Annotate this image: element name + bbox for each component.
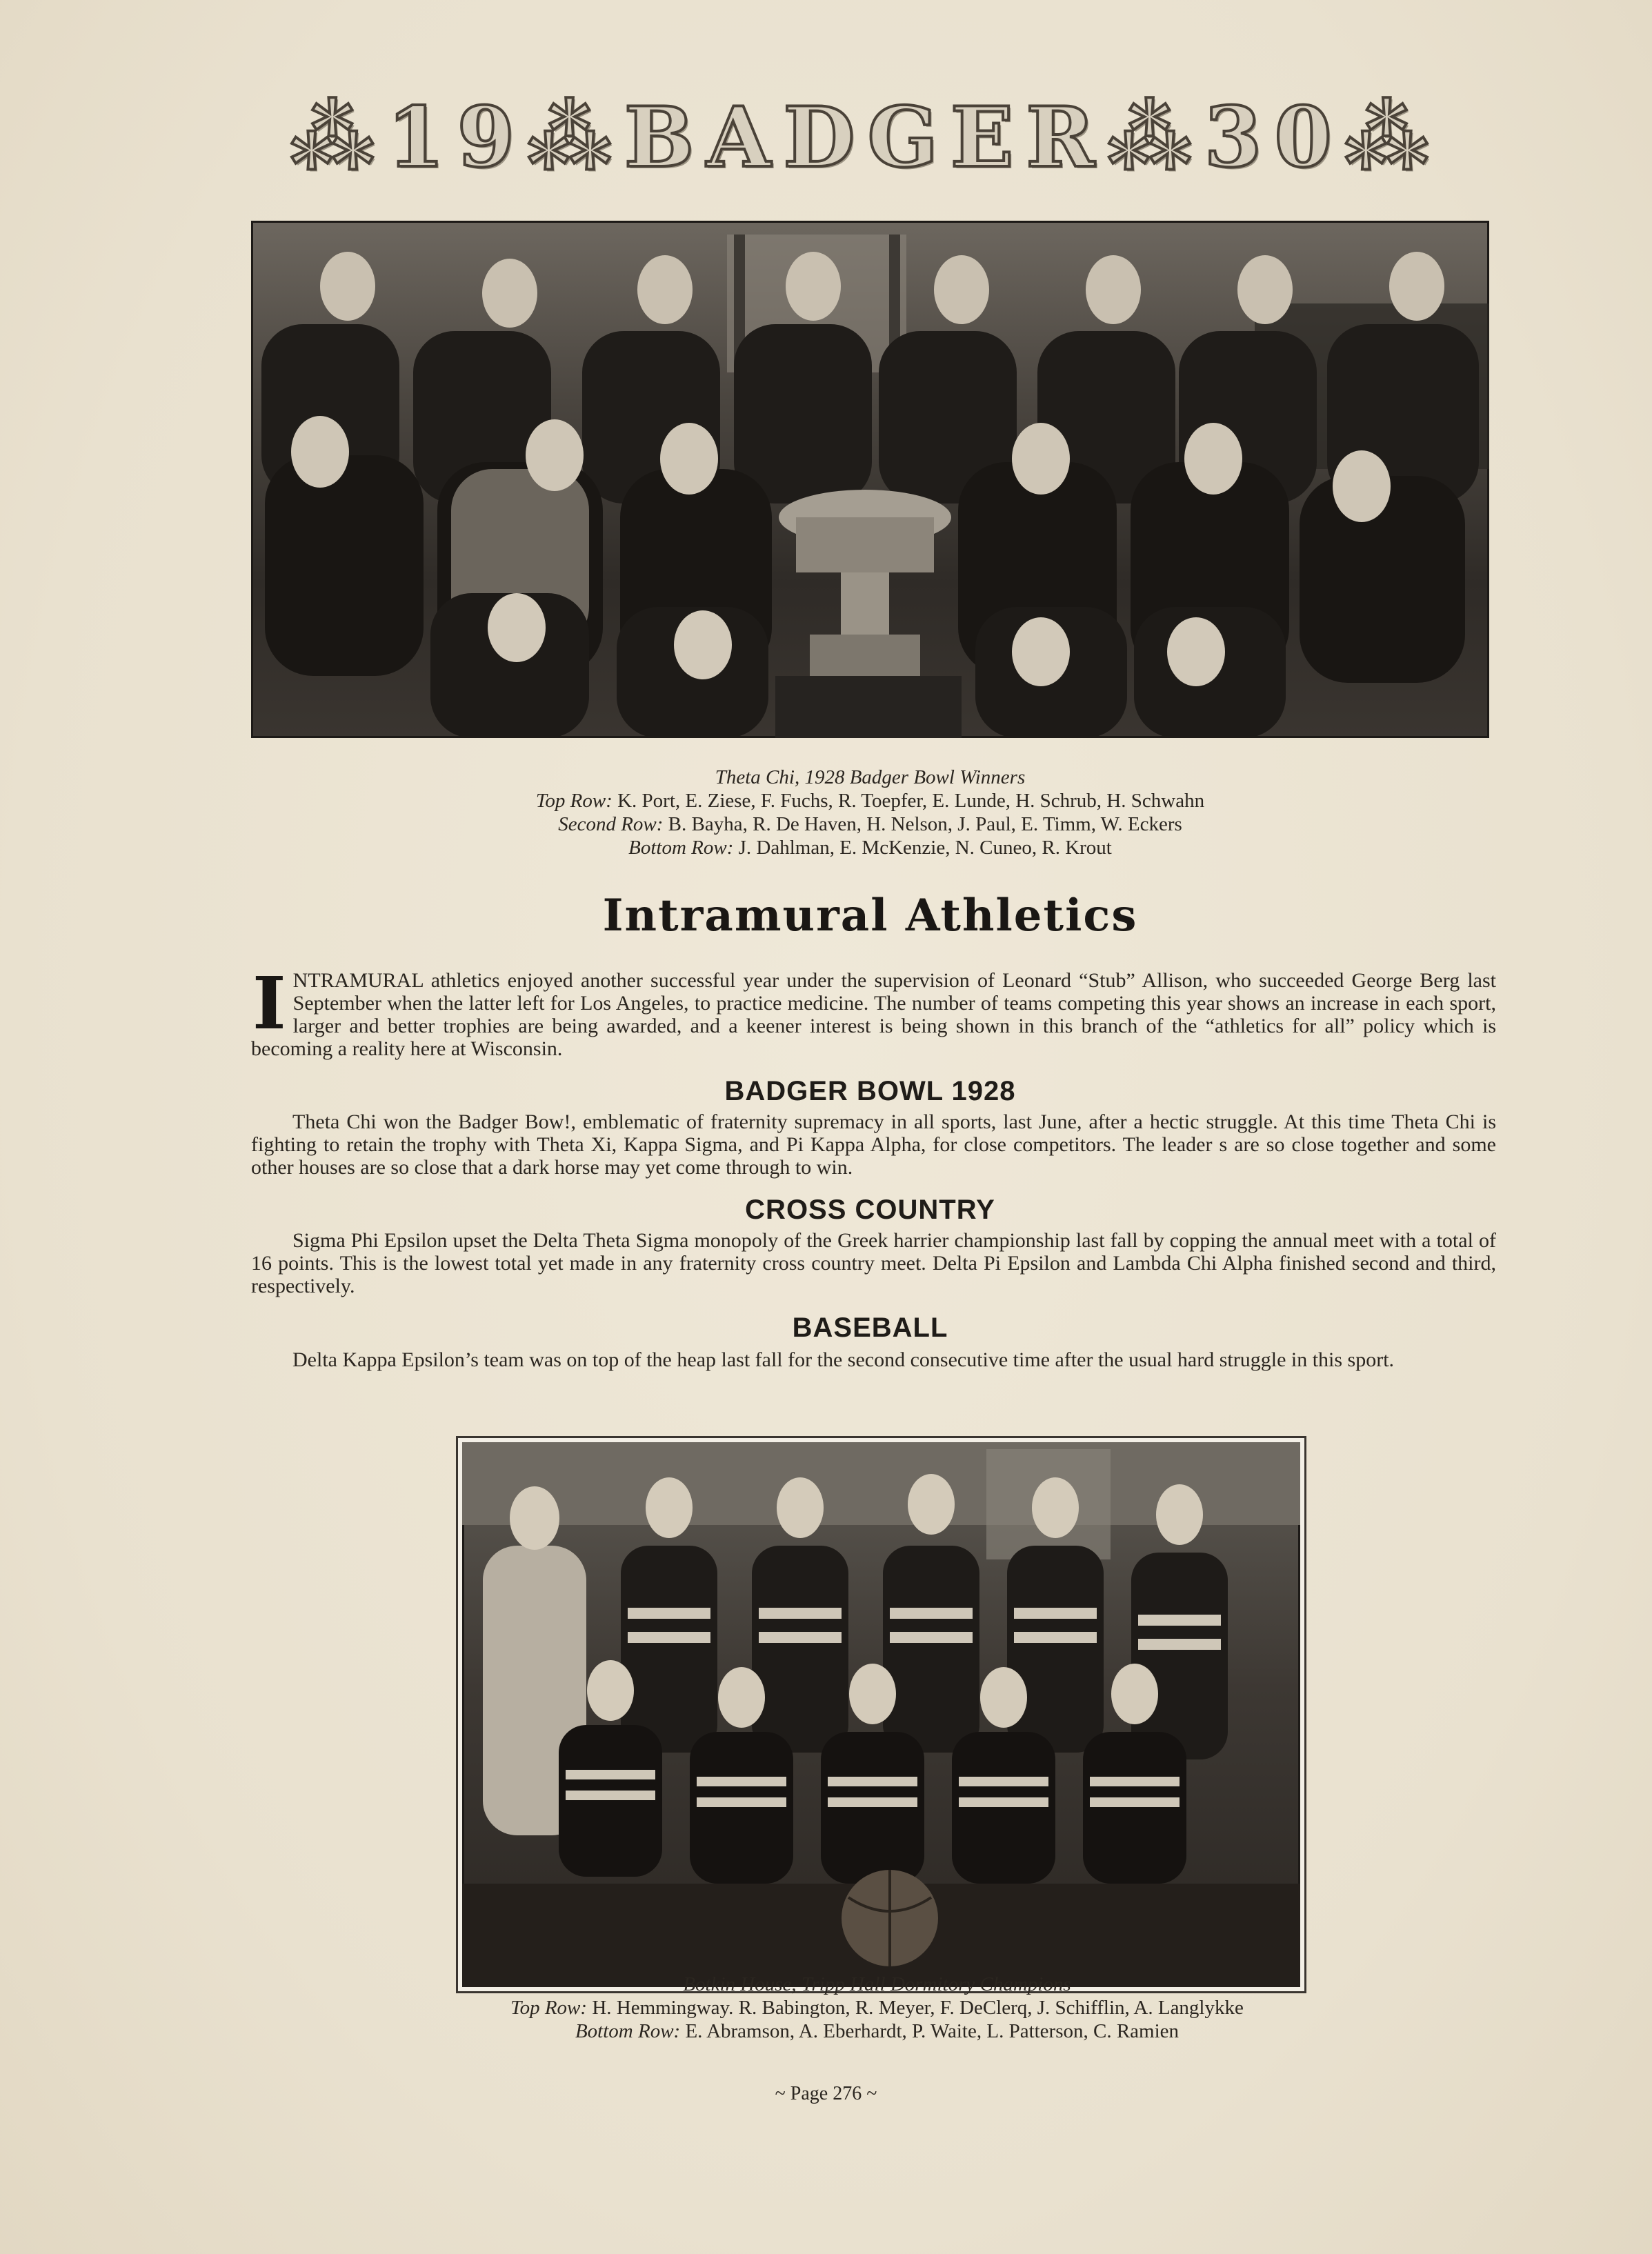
caption-row-names: K. Port, E. Ziese, F. Fuchs, R. Toepfer, E. Lunde, H. Schrub, H. Schwahn bbox=[617, 790, 1205, 812]
section-text-cross-country: Sigma Phi Epsilon upset the Delta Theta Sigma monopoly of the Greek harrier championship last fall by copping the annual meet with a total of 16 points. This is the lowest total yet made in any fraternity cross country meet. Delta Pi Epsilon and Lambda Chi Alpha finished second and third, respectively. bbox=[251, 1229, 1496, 1297]
caption-row-label: Top Row: bbox=[535, 790, 613, 812]
caption-row-label: Bottom Row: bbox=[628, 837, 734, 859]
botkin-house-team-photo bbox=[458, 1438, 1304, 1991]
caption-row-names: B. Bayha, R. De Haven, H. Nelson, J. Paul, E. Timm, W. Eckers bbox=[668, 813, 1182, 835]
section-heading-cross-country: CROSS COUNTRY bbox=[745, 1195, 995, 1225]
drop-cap: I bbox=[252, 961, 286, 1046]
intro-text: NTRAMURAL athletics enjoyed another successful year under the supervision of Leonard “Stub” Allison, who succeeded George Berg last September when the latter left for Los Angeles, to practice medicine. The number of teams competing this year shows an increase in each sport, larger and better trophies are being awarded, and a keener interest is being shown in this branch of the “athletics for all” policy which is becoming a reality here at Wisconsin. bbox=[251, 969, 1496, 1060]
caption-row-label: Bottom Row: bbox=[575, 2020, 681, 2042]
section-heading-badger-bowl: BADGER BOWL 1928 bbox=[724, 1076, 1016, 1106]
caption-row bbox=[458, 1996, 1296, 2019]
group-photo-illustration bbox=[251, 221, 1489, 738]
theta-chi-group-photo bbox=[251, 221, 1489, 738]
caption-row-names: J. Dahlman, E. McKenzie, N. Cuneo, R. Krout bbox=[738, 837, 1112, 859]
caption-title: Theta Chi, 1928 Badger Bowl Winners bbox=[715, 766, 1026, 788]
section-heading-baseball: BASEBALL bbox=[792, 1313, 948, 1343]
bottom-photo-caption bbox=[458, 1973, 1296, 2043]
header-title: ⁂19⁂BADGER⁂30⁂ bbox=[290, 89, 1442, 186]
caption-row-label: Top Row: bbox=[510, 1997, 588, 2019]
caption-row-label: Second Row: bbox=[558, 813, 664, 835]
caption-row-names: H. Hemmingway. R. Babington, R. Meyer, F. DeClerq, J. Schifflin, A. Langlykke bbox=[592, 1997, 1244, 2019]
page-header bbox=[245, 89, 1486, 186]
caption-title: Botkin House, Tripp Hall Dormitory Champions bbox=[683, 1973, 1071, 1995]
page-number: ~ Page 276 ~ bbox=[775, 2083, 877, 2104]
top-photo-caption bbox=[251, 766, 1489, 859]
caption-row bbox=[251, 789, 1489, 812]
team-photo-illustration bbox=[462, 1442, 1300, 1987]
section-text-baseball: Delta Kappa Epsilon’s team was on top of the heap last fall for the second consecutive time after the usual hard struggle in this sport. bbox=[292, 1348, 1395, 1371]
section-text-badger-bowl: Theta Chi won the Badger Bow!, emblematic of fraternity supremacy in all sports, last June, after a hectic struggle. At this time Theta Chi is fighting to retain the trophy with Theta Xi, Kappa Sigma, and Pi Kappa Alpha, for close competitors. The leader s are so close together and some other houses are so close that a dark horse may yet come through to win. bbox=[251, 1110, 1496, 1179]
caption-row-names: E. Abramson, A. Eberhardt, P. Waite, L. Patterson, C. Ramien bbox=[685, 2020, 1180, 2042]
page-title: Intramural Athletics bbox=[602, 890, 1138, 941]
caption-row bbox=[251, 836, 1489, 859]
caption-row bbox=[251, 812, 1489, 836]
intro-paragraph bbox=[251, 961, 1496, 1060]
caption-row bbox=[458, 2019, 1296, 2043]
